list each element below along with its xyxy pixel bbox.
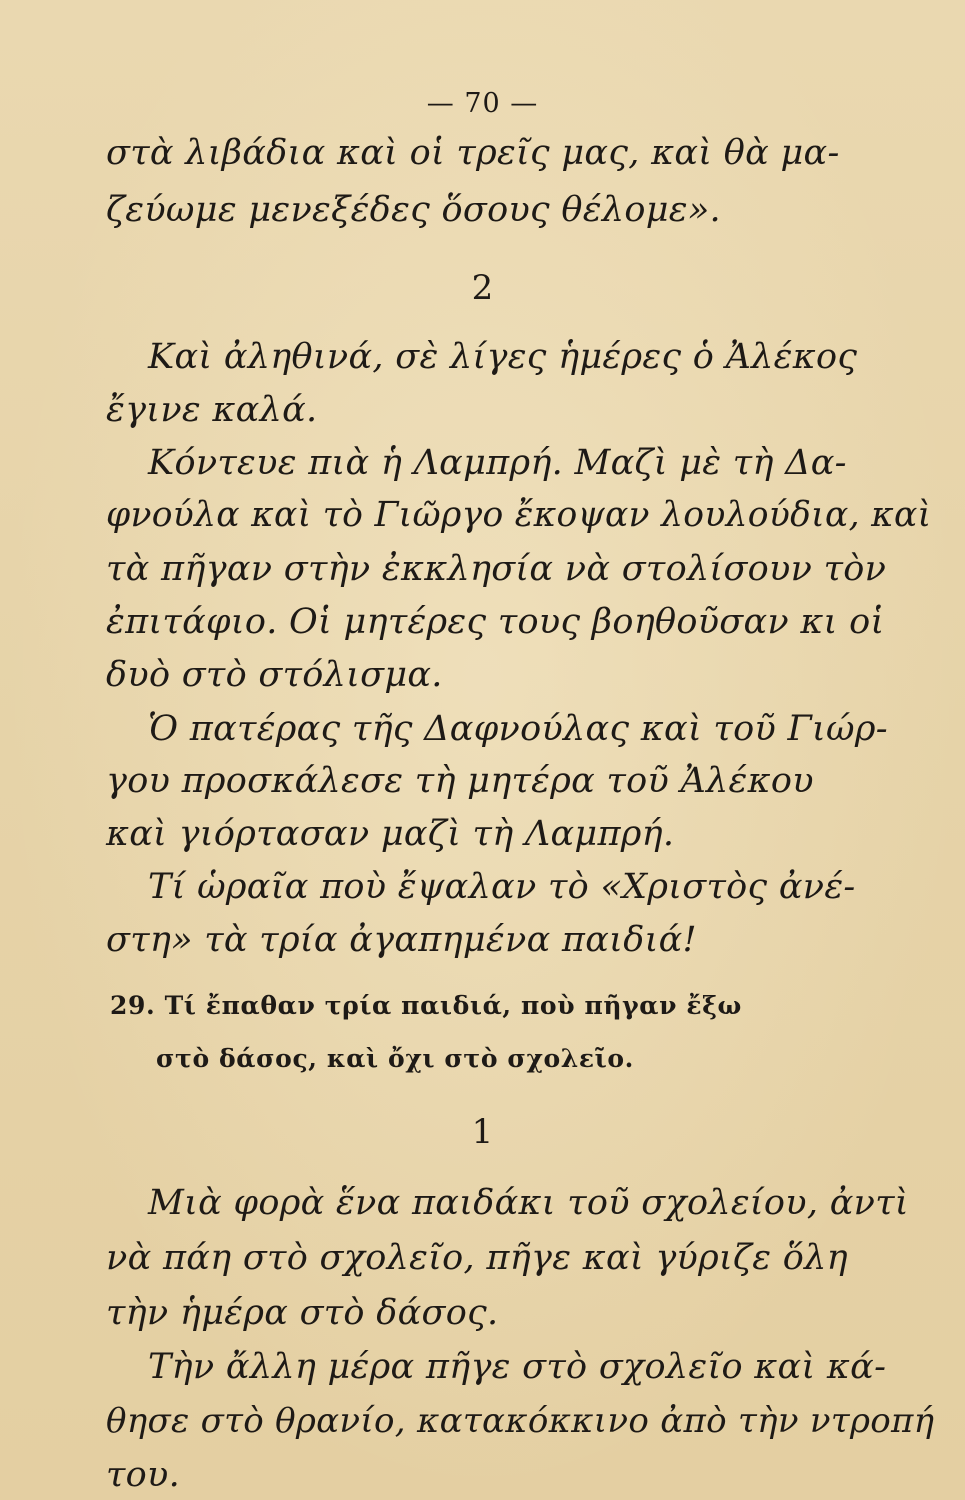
chapter-heading-line-1: 29. Τί ἔπαθαν τρία παιδιά, ποὺ πῆγαν ἔξω xyxy=(110,991,742,1020)
text-line: Μιὰ φορὰ ἕνα παιδάκι τοῦ σχολείου, ἀντὶ xyxy=(148,1183,909,1223)
text-line: ἔγινε καλά. xyxy=(106,390,318,430)
text-line: στὰ λιβάδια καὶ οἱ τρεῖς μας, καὶ θὰ μα- xyxy=(106,133,840,173)
chapter-heading-line-2: στὸ δάσος, καὶ ὄχι στὸ σχολεῖο. xyxy=(156,1044,634,1073)
text-line: τὰ πῆγαν στὴν ἐκκλησία νὰ στολίσουν τὸν xyxy=(106,549,887,589)
text-line: δυὸ στὸ στόλισμα. xyxy=(106,655,443,695)
text-line: φνούλα καὶ τὸ Γιῶργο ἔκοψαν λουλούδια, καὶ xyxy=(106,495,932,535)
text-line: του. xyxy=(106,1455,181,1495)
text-line: Τί ὡραῖα ποὺ ἔψαλαν τὸ «Χριστὸς ἀνέ- xyxy=(148,867,856,907)
text-line: Ὁ πατέρας τῆς Δαφνούλας καὶ τοῦ Γιώρ- xyxy=(148,709,888,749)
text-line: καὶ γιόρτασαν μαζὶ τὴ Λαμπρή. xyxy=(106,814,675,854)
text-line: ἐπιτάφιο. Οἱ μητέρες τους βοηθοῦσαν κι οἱ xyxy=(106,602,885,642)
text-line: στη» τὰ τρία ἀγαπημένα παιδιά! xyxy=(106,920,697,960)
section-number: 2 xyxy=(471,268,494,308)
text-line: Κόντευε πιὰ ἡ Λαμπρή. Μαζὶ μὲ τὴ Δα- xyxy=(148,443,847,483)
text-line: ζεύωμε μενεξέδες ὅσους θέλομε». xyxy=(106,190,721,230)
text-line: τὴν ἡμέρα στὸ δάσος. xyxy=(106,1293,499,1333)
text-line: θησε στὸ θρανίο, κατακόκκινο ἀπὸ τὴν ντροπή xyxy=(106,1401,935,1441)
text-line: Τὴν ἄλλη μέρα πῆγε στὸ σχολεῖο καὶ κά- xyxy=(148,1347,887,1387)
text-line: νὰ πάη στὸ σχολεῖο, πῆγε καὶ γύριζε ὅλη xyxy=(106,1238,848,1278)
text-line: Καὶ ἀληθινά, σὲ λίγες ἡμέρες ὁ Ἀλέκος xyxy=(148,337,858,377)
section-number: 1 xyxy=(471,1112,494,1152)
page-number: — 70 — xyxy=(426,88,539,119)
text-line: γου προσκάλεσε τὴ μητέρα τοῦ Ἀλέκου xyxy=(106,761,814,801)
